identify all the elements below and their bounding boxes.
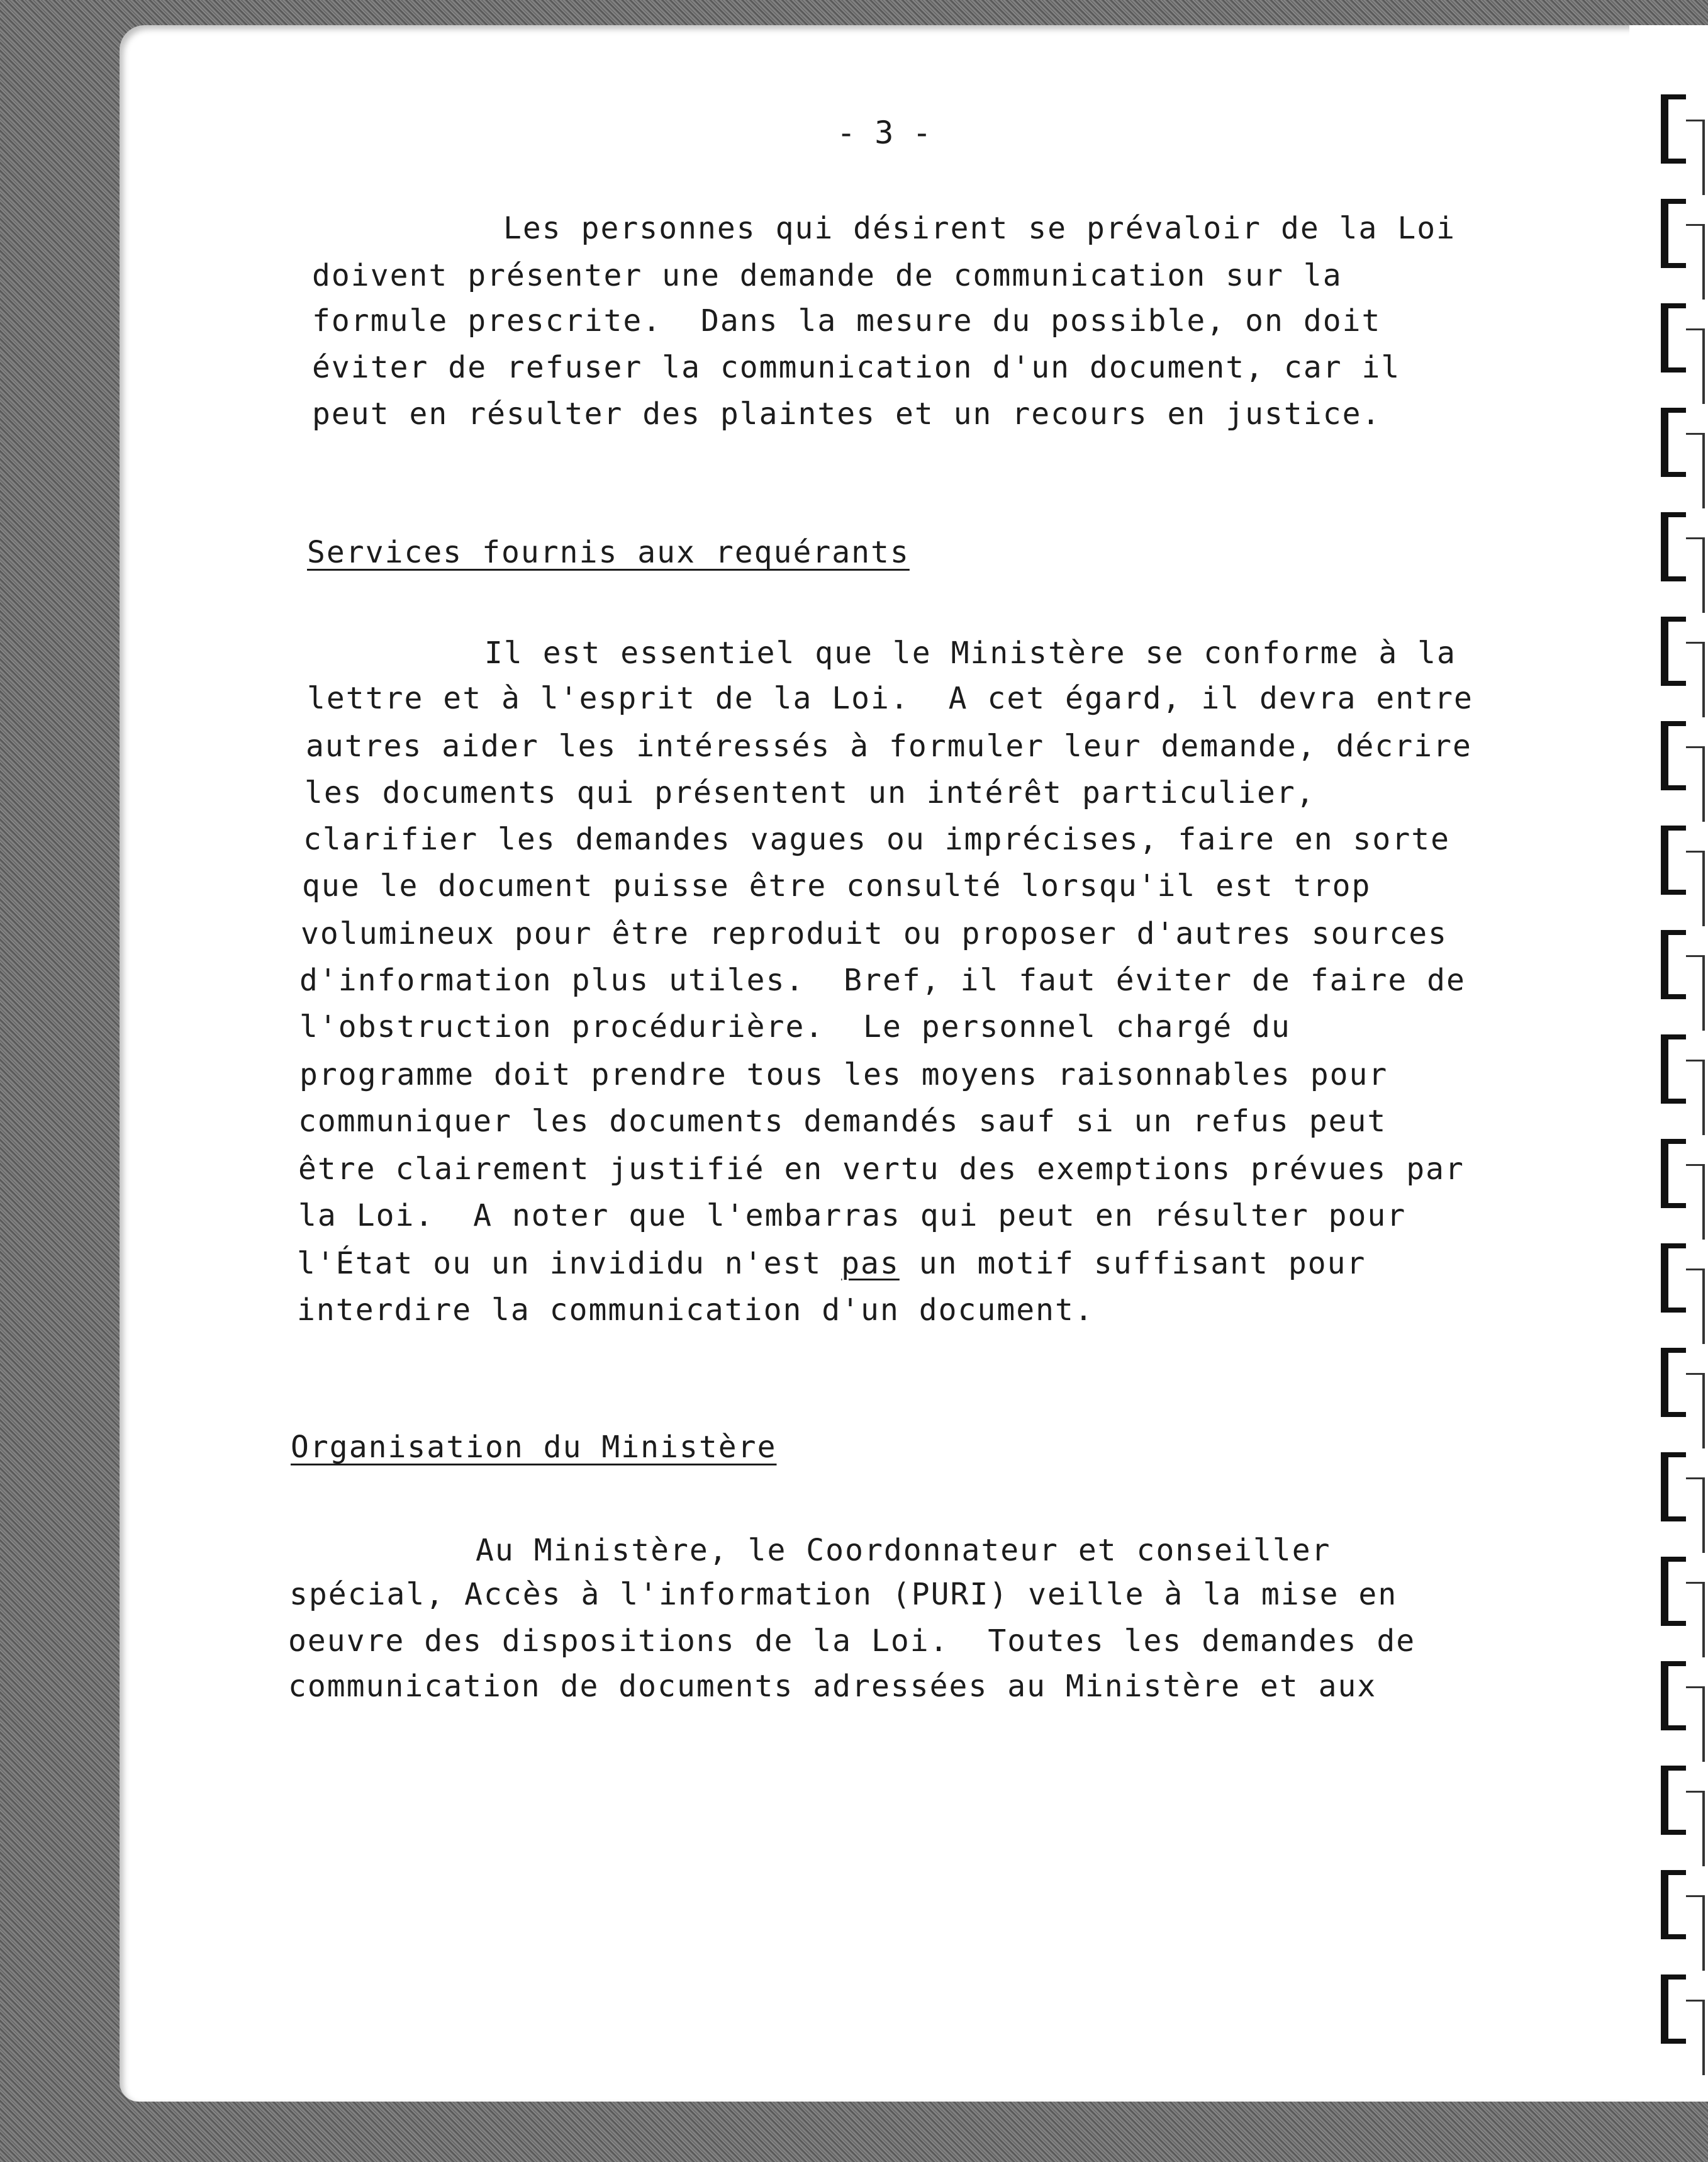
paragraph2-text: l'État ou un invididu n'est (297, 1246, 842, 1281)
binding-ring (1661, 1766, 1686, 1835)
paragraph2-line: que le document puisse être consulté lorsqu'il est trop (302, 868, 1371, 904)
section-heading-organisation: Organisation du Ministère (291, 1430, 777, 1465)
emphasis-underlined-word: pas (841, 1246, 900, 1281)
paragraph1-line: formule prescrite. Dans la mesure du possible, on doit (312, 303, 1381, 339)
binding-ring (1661, 303, 1686, 372)
binding-ring (1661, 1557, 1686, 1626)
binding-ring (1661, 1034, 1686, 1104)
paragraph2-line: d'information plus utiles. Bref, il faut éviter de faire de (299, 963, 1466, 998)
binding-ring-shadow (1686, 433, 1705, 508)
binding-ring-shadow (1686, 1477, 1705, 1553)
binding-ring-shadow (1686, 1895, 1705, 1971)
paragraph3-line: Au Ministère, le Coordonnateur et conseiller (476, 1533, 1331, 1568)
section-heading-services: Services fournis aux requérants (307, 535, 910, 570)
binding-ring (1661, 1139, 1686, 1208)
paragraph2-line: l'obstruction procédurière. Le personnel chargé du (299, 1009, 1291, 1045)
paragraph2-line: être clairement justifié en vertu des exemptions prévues par (298, 1151, 1465, 1187)
binding-ring (1661, 721, 1686, 790)
paragraph2-line: autres aider les intéressés à formuler leur demande, décrire (306, 729, 1472, 764)
binding-ring-shadow (1686, 642, 1705, 717)
paragraph2-text: un motif suffisant pour (899, 1246, 1366, 1281)
binding-ring-shadow (1686, 1269, 1705, 1344)
binding-ring (1661, 94, 1686, 164)
binding-ring-shadow (1686, 1686, 1705, 1762)
paragraph1-line: éviter de refuser la communication d'un document, car il (312, 350, 1401, 385)
paragraph1-line: Les personnes qui désirent se prévaloir de la Loi (503, 211, 1456, 246)
binding-ring-shadow (1686, 537, 1705, 613)
paragraph2-line: les documents qui présentent un intérêt particulier, (304, 775, 1315, 810)
binding-ring-shadow (1686, 1060, 1705, 1135)
paragraph2-line: Il est essentiel que le Ministère se conforme à la (484, 636, 1456, 671)
scan-bottom-edge (0, 2102, 1708, 2162)
binding-ring-shadow (1686, 1373, 1705, 1448)
paragraph3-line: spécial, Accès à l'information (PURI) veille à la mise en (289, 1577, 1398, 1612)
binding-ring (1661, 826, 1686, 895)
paragraph3-line: communication de documents adressées au Ministère et aux (288, 1669, 1377, 1704)
binding-ring-shadow (1686, 955, 1705, 1031)
page-number: - 3 - (837, 115, 932, 151)
paragraph2-line: lettre et à l'esprit de la Loi. A cet égard, il devra entre (307, 681, 1473, 716)
paragraph2-line: programme doit prendre tous les moyens raisonnables pour (299, 1057, 1388, 1092)
binding-ring (1661, 1452, 1686, 1521)
binding-ring-shadow (1686, 1582, 1705, 1657)
paragraph2-line (297, 1246, 1366, 1281)
paragraph2-line: volumineux pour être reproduit ou proposer d'autres sources (301, 916, 1448, 951)
binding-ring (1661, 1974, 1686, 2044)
binding-ring-shadow (1686, 328, 1705, 404)
binding-ring (1661, 199, 1686, 268)
paragraph2-line: la Loi. A noter que l'embarras qui peut en résulter pour (298, 1198, 1407, 1233)
binding-ring (1661, 1661, 1686, 1730)
binding-ring-shadow (1686, 120, 1705, 195)
binding-ring (1661, 408, 1686, 477)
binding-ring-shadow (1686, 2000, 1705, 2075)
binding-ring (1661, 1243, 1686, 1313)
binding-ring (1661, 512, 1686, 581)
paragraph2-line: clarifier les demandes vagues ou imprécises, faire en sorte (303, 822, 1451, 857)
binding-ring (1661, 930, 1686, 999)
binding-ring-shadow (1686, 851, 1705, 926)
binding-ring-shadow (1686, 1164, 1705, 1240)
paragraph1-line: doivent présenter une demande de communication sur la (312, 258, 1342, 293)
paragraph3-line: oeuvre des dispositions de la Loi. Toutes les demandes de (288, 1623, 1416, 1659)
paragraph2-line: interdire la communication d'un document. (297, 1292, 1094, 1328)
binding-ring (1661, 1348, 1686, 1417)
binding-ring-shadow (1686, 746, 1705, 822)
binding-ring-shadow (1686, 1791, 1705, 1866)
binding-ring-shadow (1686, 224, 1705, 300)
paragraph2-line: communiquer les documents demandés sauf si un refus peut (298, 1104, 1387, 1139)
binding-ring (1661, 1870, 1686, 1939)
binding-ring (1661, 617, 1686, 686)
paragraph1-line: peut en résulter des plaintes et un recours en justice. (312, 396, 1381, 432)
